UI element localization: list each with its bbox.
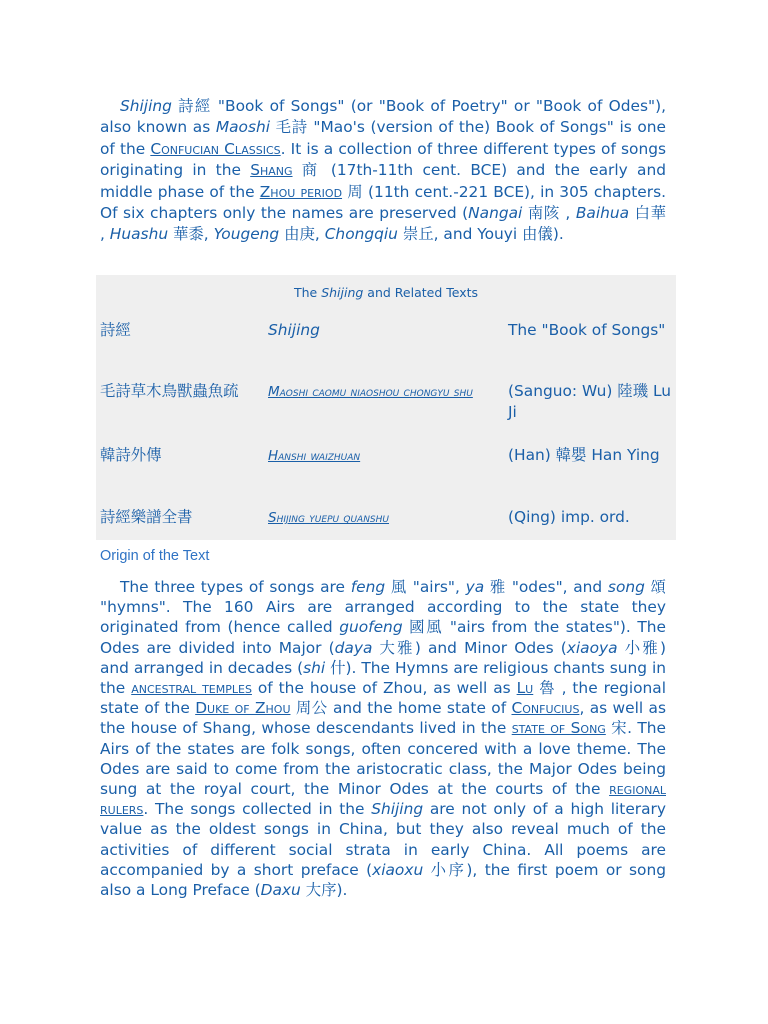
intro-text: Shijing	[120, 97, 172, 115]
body-text: , as well as the house of Shang, whose descendants lived in the	[100, 699, 666, 738]
cell-chinese: 毛詩草木鳥獸蟲魚疏	[100, 382, 239, 400]
intro-text: 毛詩 "Mao's (version of the) Book of Songs" is one of the	[100, 118, 666, 158]
cell-title	[268, 445, 498, 467]
intro-text: Yougeng	[213, 225, 280, 244]
link-lu[interactable]: Lu	[516, 679, 534, 698]
body-text: 大序).	[300, 881, 348, 900]
body-text: 小雅) and arranged in decades (	[100, 638, 666, 677]
caption-text: The	[293, 285, 322, 300]
intro-text: 崇丘, and Youyi 由儀).	[397, 225, 564, 244]
link-shijing-yuepu[interactable]: Shijing yuepu quanshu	[268, 510, 390, 526]
cell-title	[268, 381, 498, 403]
intro-text: 詩經 "Book of Songs" (or "Book of Poetry" or "Book of Odes"), also known as	[100, 97, 666, 137]
body-text: are not only of a high literary value as the oldest songs in China, but they also reveal much of the activities of different social strata in early China. All poems are accompanied by a short preface (	[100, 800, 666, 879]
link-zhou-period[interactable]: Zhou period	[259, 182, 343, 201]
section-heading: Origin of the Text	[100, 548, 210, 564]
intro-text: 南陔 ,	[522, 204, 576, 223]
body-text: guofeng	[339, 618, 403, 637]
body-text: 國風 "airs from the states"). The Odes are divided into Major (	[100, 618, 666, 657]
intro-text: Nangai	[468, 204, 523, 223]
body-text: song	[607, 578, 645, 596]
body-text: 宋. The Airs of the states are folk songs, often concered with a love theme. The Odes are said to come from the aristocratic class, the Major Odes being sung at the royal court, the Minor Odes at the courts of the	[100, 719, 666, 799]
link-maoshi-caomu[interactable]: Maoshi caomu niaoshou chongyu shu	[268, 384, 473, 400]
body-text: 雅 "odes", and	[484, 578, 608, 596]
link-confucian-classics[interactable]: Confucian Classics	[150, 139, 281, 158]
cell-desc: The "Book of Songs"	[508, 321, 666, 339]
body-text: 小序), the first poem or song also a Long Preface (	[100, 860, 666, 900]
intro-text: 由庚,	[279, 225, 325, 244]
body-text: daya	[334, 638, 373, 657]
link-duke-of-zhou[interactable]: Duke of Zhou	[195, 699, 291, 718]
table-caption	[96, 285, 676, 300]
related-texts-table	[96, 275, 676, 540]
body-text: . The songs collected in the	[143, 800, 372, 819]
body-text: feng	[350, 578, 386, 596]
intro-text: 商 (17th-11th cent. BCE) and the early and middle phase of the	[100, 161, 666, 201]
cell-title: Shijing	[268, 321, 320, 339]
intro-text: . It is a collection of three different types of songs originating in the	[100, 139, 666, 180]
intro-text: 白華 ,	[100, 204, 666, 244]
link-ancestral-temples[interactable]: ancestral temples	[131, 679, 252, 698]
cell-chinese: 詩經	[100, 321, 131, 339]
cell-chinese: 韓詩外傳	[100, 446, 162, 464]
intro-text: 周 (11th cent.-221 BCE), in 305 chapters. Of six chapters only the names are preserved (	[100, 182, 666, 223]
caption-text: and Related Texts	[363, 285, 479, 300]
cell-desc: (Qing) imp. ord.	[508, 508, 630, 526]
link-hanshi-waizhuan[interactable]: Hanshi waizhuan	[268, 448, 361, 464]
body-text: Shijing	[371, 800, 424, 819]
intro-text: Chongqiu	[324, 225, 398, 244]
caption-text: Shijing	[321, 285, 364, 300]
link-confucius[interactable]: Confucius	[511, 699, 580, 718]
cell-desc: (Han) 韓嬰 Han Ying	[508, 446, 660, 464]
body-text: 大雅) and Minor Odes (	[372, 638, 567, 657]
body-text: xiaoxu	[372, 860, 424, 879]
body-text: 風 "airs",	[385, 578, 466, 596]
intro-text: Huashu	[109, 225, 169, 244]
cell-chinese: 詩經樂譜全書	[100, 508, 193, 526]
body-text: ya	[465, 578, 485, 596]
body-text: The three types of songs are	[120, 578, 351, 596]
body-text: 周公 and the home state of	[290, 699, 512, 718]
intro-text: Baihua	[575, 204, 630, 223]
link-state-of-song[interactable]: state of Song	[511, 719, 606, 738]
link-shang[interactable]: Shang	[250, 161, 293, 180]
body-text: 魯 , the regional state of the	[100, 679, 666, 718]
cell-title	[268, 507, 498, 529]
body-text: 頌 "hymns". The 160 Airs are arranged according to the state they originated from (hence called	[100, 578, 666, 637]
link-regional-rulers[interactable]: regional rulers	[100, 780, 666, 819]
body-text: xiaoya	[566, 638, 618, 657]
intro-text: 華黍,	[168, 225, 214, 244]
body-text: Daxu	[260, 881, 301, 900]
intro-text: Maoshi	[215, 118, 271, 137]
intro-paragraph	[100, 96, 666, 246]
body-text: of the house of Zhou, as well as	[251, 679, 517, 698]
body-text: shi	[303, 658, 326, 677]
cell-desc: (Sanguo: Wu) 陸璣 Lu Ji	[508, 382, 672, 421]
body-paragraph	[100, 577, 666, 900]
body-text: 什). The Hymns are religious chants sung in the	[100, 658, 666, 698]
